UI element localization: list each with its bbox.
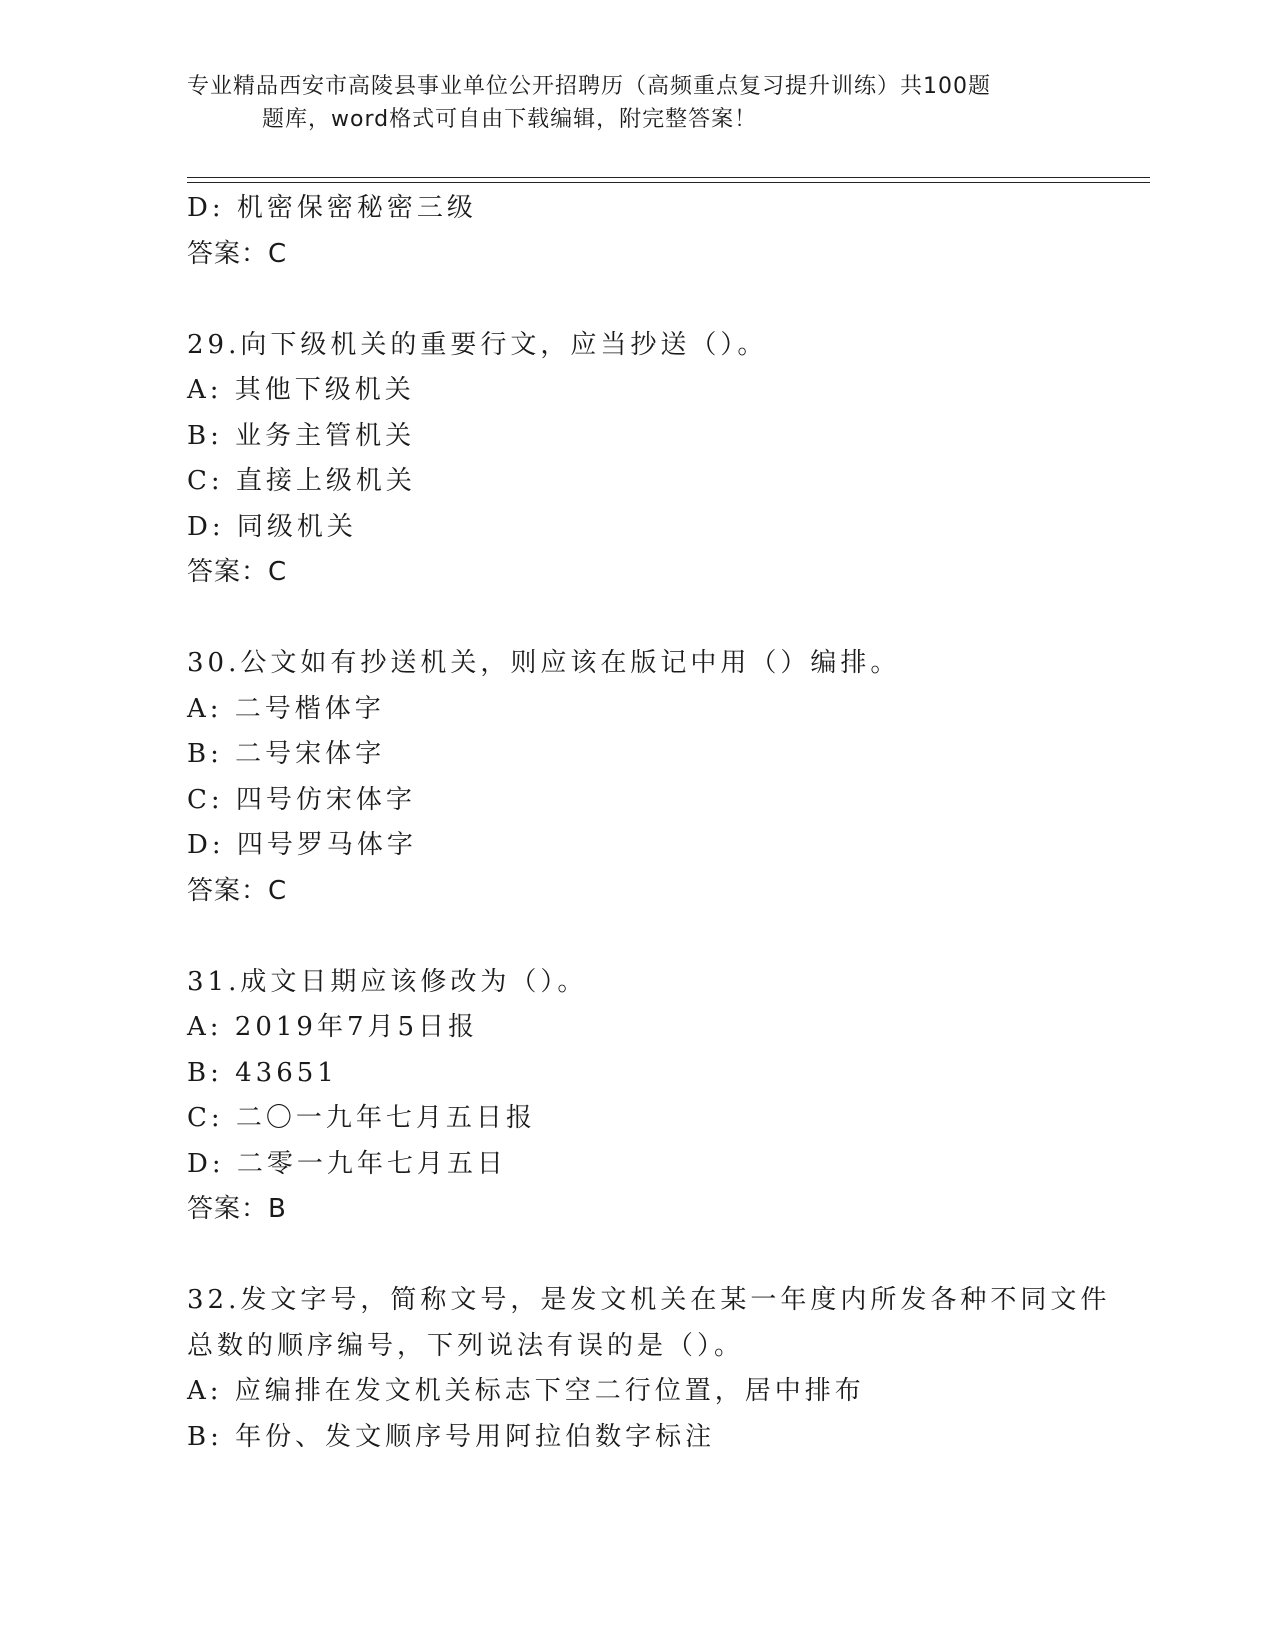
answer: 答案：C — [187, 238, 288, 269]
spacer — [187, 277, 1087, 323]
option-b: B: 43651 — [187, 1057, 338, 1088]
question-block-31 — [187, 960, 1087, 1233]
option-d: D: 机密保密秘密三级 — [187, 193, 477, 223]
option-d: D: 四号罗马体字 — [187, 830, 417, 860]
option-b: B: 年份、发文顺序号用阿拉伯数字标注 — [187, 1421, 716, 1452]
option-a: A: 其他下级机关 — [187, 375, 415, 405]
option-a: A: 应编排在发文机关标志下空二行位置，居中排布 — [187, 1376, 865, 1406]
question-list — [187, 186, 1111, 1460]
question-text: 30.公文如有抄送机关，则应该在版记中用（）编排。 — [187, 648, 901, 678]
option-d: D: 同级机关 — [187, 511, 357, 542]
question-text: 31.成文日期应该修改为（）。 — [187, 966, 588, 997]
option-a: A: 二号楷体字 — [187, 693, 385, 724]
question-block-28 — [187, 186, 1087, 277]
option-c: C: 四号仿宋体字 — [187, 784, 416, 815]
question-text: 29.向下级机关的重要行文，应当抄送（）。 — [187, 329, 768, 360]
answer: 答案：C — [187, 875, 288, 906]
option-d: D: 二零一九年七月五日 — [187, 1148, 507, 1179]
option-b: B: 业务主管机关 — [187, 420, 416, 451]
question-text-line1: 32.发文字号，简称文号，是发文机关在某一年度内所发各种不同文件 — [187, 1285, 1111, 1315]
question-text-line2: 总数的顺序编号，下列说法有误的是（）。 — [187, 1330, 745, 1361]
header-title-line1: 专业精品西安市高陵县事业单位公开招聘历（高频重点复习提升训练）共100题 — [187, 74, 991, 99]
spacer — [187, 596, 1087, 642]
answer: 答案：B — [187, 1194, 287, 1224]
spacer — [187, 914, 1087, 960]
option-b: B: 二号宋体字 — [187, 739, 386, 769]
header-divider-top — [187, 177, 1150, 178]
answer: 答案：C — [187, 557, 288, 587]
question-block-30 — [187, 641, 1087, 914]
option-a: A: 2019年7月5日报 — [187, 1012, 479, 1042]
option-c: C: 直接上级机关 — [187, 466, 416, 496]
header-divider-bottom — [187, 182, 1150, 183]
question-block-32 — [187, 1278, 1111, 1460]
document-header — [0, 70, 1275, 136]
header-title-line2: 题库，word格式可自由下载编辑，附完整答案！ — [262, 107, 758, 132]
option-c: C: 二〇一九年七月五日报 — [187, 1103, 536, 1133]
spacer — [187, 1233, 1087, 1279]
question-block-29 — [187, 323, 1087, 596]
